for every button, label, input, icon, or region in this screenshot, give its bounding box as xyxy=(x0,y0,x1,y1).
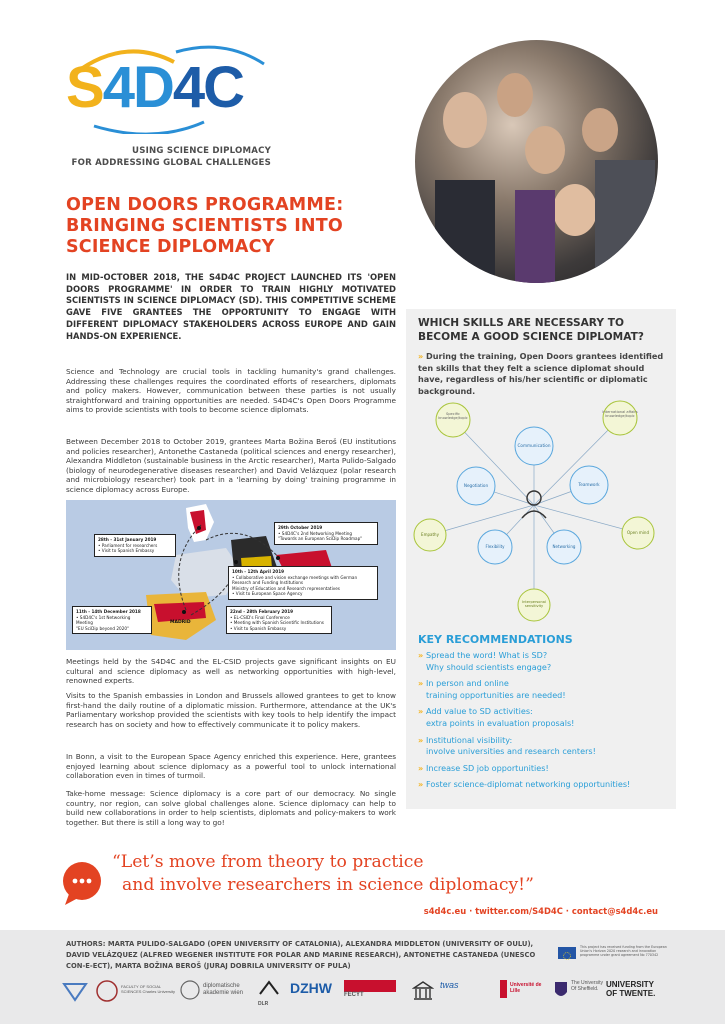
paragraph-take-home: Take-home message: Science diplomacy is a core part of our democracy. No single country, nor region, can solve global challenges alone. Science diplomacy can help to build new collaborations in order to help scientists, diplomats and policy-makers to work together. But there is still a long way to go! xyxy=(66,789,396,827)
map-box-bonn: 10th - 12th April 2019 • Collaborative and vision exchange meetings with German Research and Funding Institutions Ministry of Education and Research representatives • Visit to European Space Agency xyxy=(228,566,378,600)
map-box-brussels: 22nd - 28th February 2019 • EL-CSID's Final Conference • Meeting with Spanish Scientific Institutions • Visit to Spanish Embassy xyxy=(226,606,332,634)
skill-flexibility: Flexibility xyxy=(485,544,505,549)
logo-4c: 4C xyxy=(172,55,243,120)
skill-communication: Communication xyxy=(517,443,551,448)
map-box-london: 28th - 31st January 2019 • Parliament for researchers • Visit to Spanish Embassy xyxy=(94,534,176,557)
skill-interpersonal-sensitivity: Interpersonal sensitivity xyxy=(522,600,546,608)
eu-funding-text: This project has received funding from the European Union's Horizon 2020 research and innovation programme under grant agreement No 770342 xyxy=(580,945,667,957)
skill-international-affairs: International affairs knowledge/topic xyxy=(602,410,638,418)
logo-s: S xyxy=(66,55,103,120)
list-item: » Add value to SD activities: extra points in evaluation proposals! xyxy=(418,706,673,729)
skill-specific-knowledge: Specific knowledge/topic xyxy=(438,412,468,420)
logo-arcs-icon xyxy=(64,44,276,134)
skills-panel-text: » During the training, Open Doors grantees identified ten skills that they felt a science diplomat should have, regardless of his/her scientific or diplomatic background. xyxy=(418,351,668,397)
partner-dlr: DLR xyxy=(258,980,280,1007)
partner-dzhw: DZHW xyxy=(290,980,332,996)
list-item: » Foster science-diplomat networking opportunities! xyxy=(418,779,673,791)
map-label-madrid: MADRID xyxy=(170,620,191,625)
quote: “Let’s move from theory to practice and involve researchers in science diplomacy!” xyxy=(112,852,534,895)
charles-university-seal-icon xyxy=(96,980,118,1002)
paragraph-meetings: Meetings held by the S4D4C and the EL-CSID projects gave significant insights on EU cultural and science diplomacy as well as networking opportunities with high-level, renowned experts. xyxy=(66,657,396,686)
grantees-photo xyxy=(415,40,658,283)
skill-networking: Networking xyxy=(552,544,576,549)
authors: AUTHORS: MARTA PULIDO-SALGADO (OPEN UNIVERSITY OF CATALONIA), ALEXANDRA MIDDLETON (UNIVERSITY OF OULU), DAVID VELÁZQUEZ (ALFRED WEGENER INSTITUTE FOR POLAR AND MARINE RESEARCH), ANTONETHE CASTANEDA (UNESCO CON-E-ECT), MARTA BOŽINA BEROŠ (JURAJ DOBRILA UNIVERSITY OF PULA) xyxy=(66,940,536,970)
paragraph-bonn: In Bonn, a visit to the European Space Agency enriched this experience. Here, grantees enjoyed learning about science diplomacy as a powerful tool to unlock international collaboration even in times of turmoil. xyxy=(66,752,396,781)
partner-logo-icon xyxy=(62,980,88,1009)
lille-logo-icon xyxy=(500,980,507,998)
logo-tagline: USING SCIENCE DIPLOMACY FOR ADDRESSING GLOBAL CHALLENGES xyxy=(71,146,271,168)
logo-4d: 4D xyxy=(102,55,173,120)
partner-diplomatische: diplomatische akademie wien xyxy=(180,980,256,1000)
s4d4c-logo xyxy=(66,55,243,120)
unesco-temple-icon xyxy=(412,980,434,1002)
paragraph-intro: Science and Technology are crucial tools in tackling humanity's grand challenges. Addressing these challenges requires the coordinated efforts of researchers, diplomats and policy makers. However, communication between these parties is not usually straightforward and training opportunities are needed. S4D4C's Open Doors Programme aims to provide scientists with tools to become science diplomats. xyxy=(66,367,396,415)
partner-sheffield: The University Of Sheffield. xyxy=(553,980,603,1000)
dlr-logo-icon xyxy=(258,980,280,996)
lead-paragraph: IN MID-OCTOBER 2018, THE S4D4C PROJECT LAUNCHED ITS 'OPEN DOORS PROGRAMME' IN ORDER TO TRAIN HIGHLY MOTIVATED SCIENTISTS IN SCIENCE DIPLOMACY (SD). THIS COMPETITIVE SCHEME GAVE FIVE GRANTEES THE OPPORTUNITY TO ENGAGE WITH DIFFERENT DIPLOMACY STAKEHOLDERS ACROSS EUROPE AND GAIN HANDS-ON EXPERIENCE. xyxy=(66,272,396,341)
spain-ministry-icon xyxy=(344,980,396,992)
eu-flag-icon xyxy=(558,947,576,959)
europe-map xyxy=(66,500,396,650)
speech-bubble-icon xyxy=(63,862,101,900)
recommendations-list xyxy=(418,650,673,796)
skill-empathy: Empathy xyxy=(421,532,439,537)
paragraph-grantees: Between December 2018 to October 2019, grantees Marta Božina Beroš (EU institutions and policies researcher), Antonethe Castaneda (political sciences and energy researcher), Alexandra Middleton (sustainable business in the Arctic researcher), Marta Pulido-Salgado (biology of neurodegenerative diseases researcher) and David Velázquez (polar research and microbiology researcher) took part in a 'learning by doing' training programme in science diplomacy across Europe. xyxy=(66,437,396,494)
partner-twas: twas xyxy=(440,980,459,990)
skill-negotiation: Negotiation xyxy=(463,483,489,488)
map-box-madrid: 11th - 14th December 2018 • S4D4C's 1st Networking Meeting "EU SciDip beyond 2020" xyxy=(72,606,152,634)
partner-twente: UNIVERSITY OF TWENTE. xyxy=(606,980,656,998)
partner-lille: Université de Lille xyxy=(500,980,550,998)
skills-panel-title: WHICH SKILLS ARE NECESSARY TO BECOME A GOOD SCIENCE DIPLOMAT? xyxy=(418,317,644,343)
sheffield-crest-icon xyxy=(553,980,569,1000)
partner-fecyt: FECYT xyxy=(344,980,396,998)
skill-open-mind: Open mind xyxy=(626,530,650,535)
map-box-vienna: 29th October 2019 • S4D4C's 2nd Networking Meeting "Towards an European SciDip Roadmap" xyxy=(274,522,378,545)
list-item: » In person and online training opportunities are needed! xyxy=(418,678,673,701)
group-photo-icon xyxy=(415,40,658,283)
list-item: » Institutional visibility: involve universities and research centers! xyxy=(418,735,673,758)
list-item: » Increase SD job opportunities! xyxy=(418,763,673,775)
da-seal-icon xyxy=(180,980,200,1000)
list-item: » Spread the word! What is SD? Why should scientists engage? xyxy=(418,650,673,673)
paragraph-visits: Visits to the Spanish embassies in London and Brussels allowed grantees to get to know first-hand the daily routine of a diplomatic mission. Furthermore, attendance at the UK's Parliamentary workshop provided the scientists with key tools to help identify the impact research has on society and how to effectively communicate it to policy makers. xyxy=(66,691,396,729)
skills-network-icon xyxy=(406,400,676,625)
skill-teamwork: Teamwork xyxy=(578,482,600,487)
partner-unesco xyxy=(412,980,434,1007)
skills-diagram xyxy=(406,400,676,625)
page-title: OPEN DOORS PROGRAMME: BRINGING SCIENTISTS INTO SCIENCE DIPLOMACY xyxy=(66,195,344,257)
contact-links[interactable]: s4d4c.eu · twitter.com/S4D4C · contact@s4d4c.eu xyxy=(423,906,658,916)
partner-faculty: FACULTY OF SOCIAL SCIENCES Charles University xyxy=(96,980,176,1002)
recommendations-title: KEY RECOMMENDATIONS xyxy=(418,633,573,646)
